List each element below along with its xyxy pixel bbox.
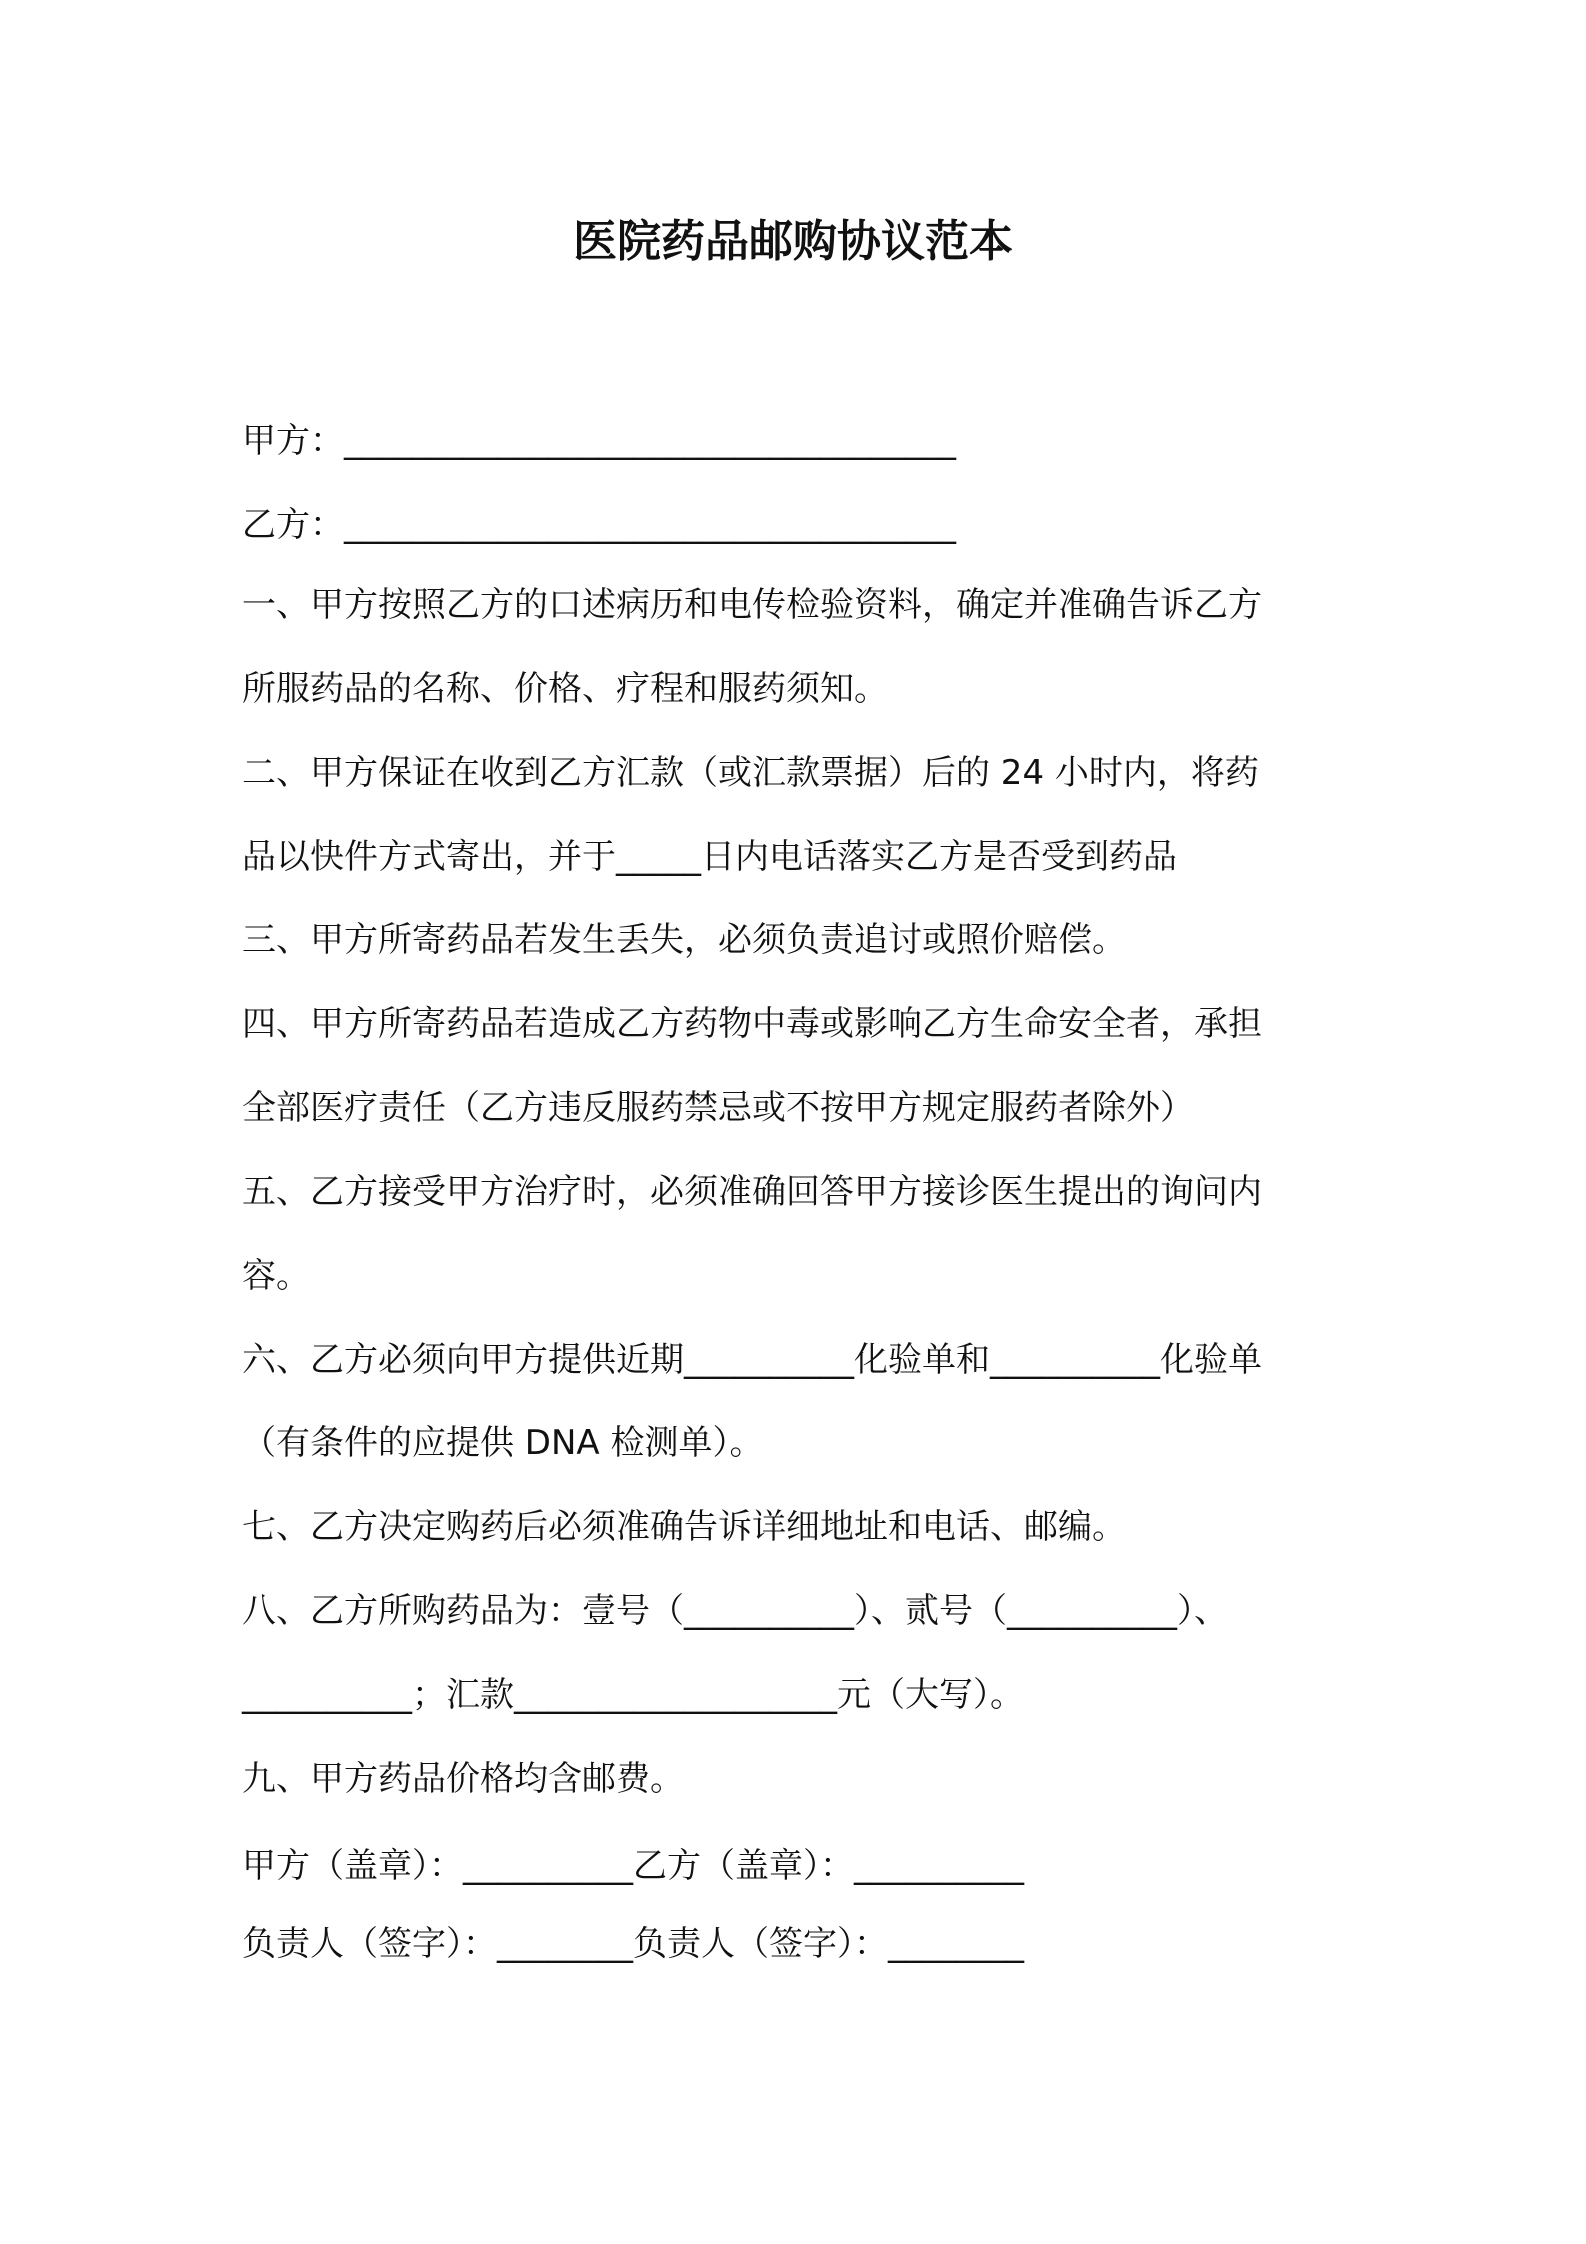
document-title: 医院药品邮购协议范本 xyxy=(573,216,1013,267)
clause-8-line-1: 八、乙方所购药品为：壹号（__________）、贰号（__________）、 xyxy=(242,1591,1228,1631)
clause-3-line: 三、甲方所寄药品若发生丢失，必须负责追讨或照价赔偿。 xyxy=(242,920,1126,960)
clause-2-line-2: 品以快件方式寄出，并于_____日内电话落实乙方是否受到药品 xyxy=(242,837,1177,877)
clause-5-line-1: 五、乙方接受甲方治疗时，必须准确回答甲方接诊医生提出的询问内 xyxy=(242,1172,1262,1212)
clause-1-line-1: 一、甲方按照乙方的口述病历和电传检验资料，确定并准确告诉乙方 xyxy=(242,585,1262,625)
clause-8-line-2: __________；汇款___________________元（大写）。 xyxy=(242,1675,1024,1715)
clause-9-line: 九、甲方药品价格均含邮费。 xyxy=(242,1759,684,1799)
clause-1-line-2: 所服药品的名称、价格、疗程和服药须知。 xyxy=(242,669,888,709)
clause-2-line-1: 二、甲方保证在收到乙方汇款（或汇款票据）后的 24 小时内，将药 xyxy=(242,753,1259,793)
clause-4-line-1: 四、甲方所寄药品若造成乙方药物中毒或影响乙方生命安全者，承担 xyxy=(242,1004,1262,1044)
clause-4-line-2: 全部医疗责任（乙方违反服药禁忌或不按甲方规定服药者除外） xyxy=(242,1088,1194,1128)
clause-7-line: 七、乙方决定购药后必须准确告诉详细地址和电话、邮编。 xyxy=(242,1507,1126,1547)
clause-6-line-2: （有条件的应提供 DNA 检测单）。 xyxy=(242,1423,764,1463)
party-a-line: 甲方：____________________________________ xyxy=(242,421,956,461)
clause-6-line-1: 六、乙方必须向甲方提供近期__________化验单和__________化验单 xyxy=(242,1340,1262,1380)
party-b-line: 乙方：____________________________________ xyxy=(242,505,956,545)
signature-line: 负责人（签字）：________负责人（签字）：________ xyxy=(242,1924,1024,1964)
clause-5-line-2: 容。 xyxy=(242,1256,310,1296)
seal-line: 甲方（盖章）：__________乙方（盖章）：__________ xyxy=(242,1846,1024,1886)
